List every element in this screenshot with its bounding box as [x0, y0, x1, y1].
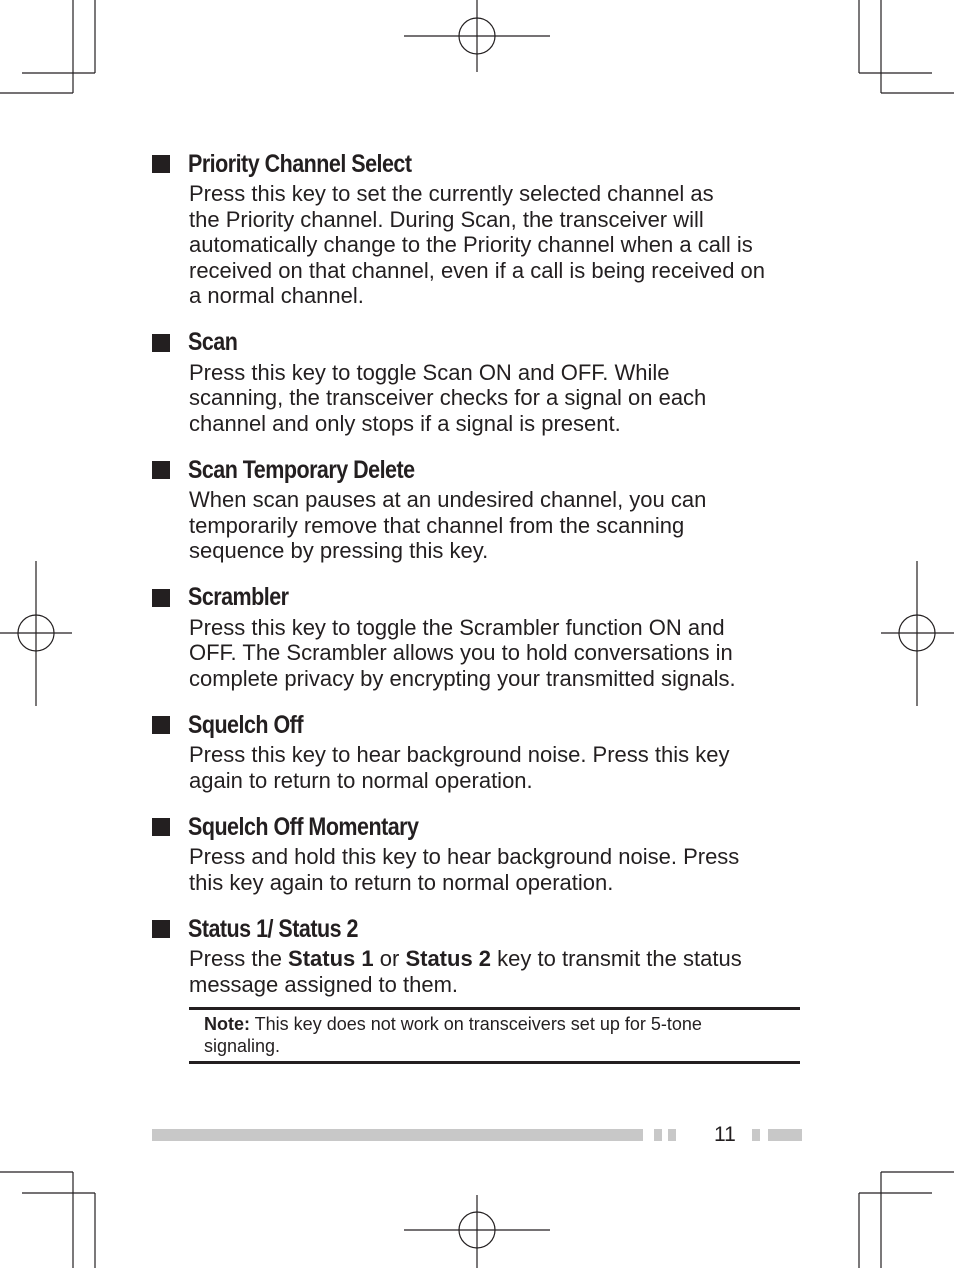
heading-text: Scan Temporary Delete: [188, 455, 415, 484]
square-bullet-icon: [152, 589, 170, 607]
section-body: Press this key to set the currently selected channel as the Priority channel. During Scan, the transceiver will automatically change to the Priority channel when a call is received on that channel, even if a call is being received on a normal channel.: [189, 181, 766, 308]
note-box: [189, 1007, 800, 1064]
footer-bar-right: [768, 1129, 802, 1141]
section-heading: [152, 453, 802, 487]
square-bullet-icon: [152, 818, 170, 836]
footer-bar-left: [152, 1129, 643, 1141]
body-text-part: Press the: [189, 946, 289, 971]
heading-text: Status 1/ Status 2: [188, 914, 358, 943]
footer-square: [668, 1129, 676, 1141]
heading-text: Squelch Off Momentary: [188, 812, 419, 841]
bold-key-name: Status 2: [405, 946, 492, 971]
heading-text: Scrambler: [188, 583, 289, 611]
square-bullet-icon: [152, 920, 170, 938]
square-bullet-icon: [152, 716, 170, 734]
note-text: This key does not work on transceivers set up for 5-tone signaling.: [204, 1014, 702, 1056]
section-heading: [152, 912, 802, 946]
page-number: 11: [714, 1123, 736, 1146]
section-scan-temporary-delete: [152, 453, 802, 564]
section-scrambler: [152, 581, 802, 692]
section-squelch-off: [152, 708, 802, 793]
heading-text: Priority Channel Select: [188, 149, 412, 178]
section-body: When scan pauses at an undesired channel, you can temporarily remove that channel from the scanning sequence by pressing this key.: [189, 487, 707, 563]
section-body: Press this key to toggle the Scrambler function ON and OFF. The Scrambler allows you to hold conversations in complete privacy by encrypting your transmitted signals.: [189, 614, 736, 691]
section-status: [152, 912, 802, 1064]
section-heading: [152, 147, 802, 181]
section-heading: [152, 810, 802, 844]
section-body: [189, 946, 802, 997]
body-text-part: or: [373, 946, 406, 971]
section-scan: [152, 326, 802, 437]
content: [152, 147, 802, 1064]
section-heading: [152, 708, 802, 742]
footer-square: [752, 1129, 760, 1141]
footer-square: [654, 1129, 662, 1141]
heading-text: Squelch Off: [188, 710, 303, 739]
square-bullet-icon: [152, 461, 170, 479]
section-heading: [152, 581, 802, 615]
square-bullet-icon: [152, 334, 170, 352]
section-heading: [152, 326, 802, 360]
body-text-part: key to transmit the status message assigned to them.: [189, 946, 742, 997]
square-bullet-icon: [152, 155, 170, 173]
heading-text: Scan: [188, 328, 238, 356]
section-squelch-off-momentary: [152, 810, 802, 895]
section-priority-channel-select: [152, 147, 802, 309]
note-label: Note:: [204, 1014, 250, 1034]
section-body: Press this key to hear background noise. Press this key again to return to normal operation.: [189, 742, 730, 793]
bold-key-name: Status 1: [288, 946, 374, 971]
section-body: Press this key to toggle Scan ON and OFF. While scanning, the transceiver checks for a signal on each channel and only stops if a signal is present.: [189, 359, 707, 436]
section-body: Press and hold this key to hear background noise. Press this key again to return to normal operation.: [189, 844, 740, 895]
page-footer: [152, 1123, 802, 1147]
